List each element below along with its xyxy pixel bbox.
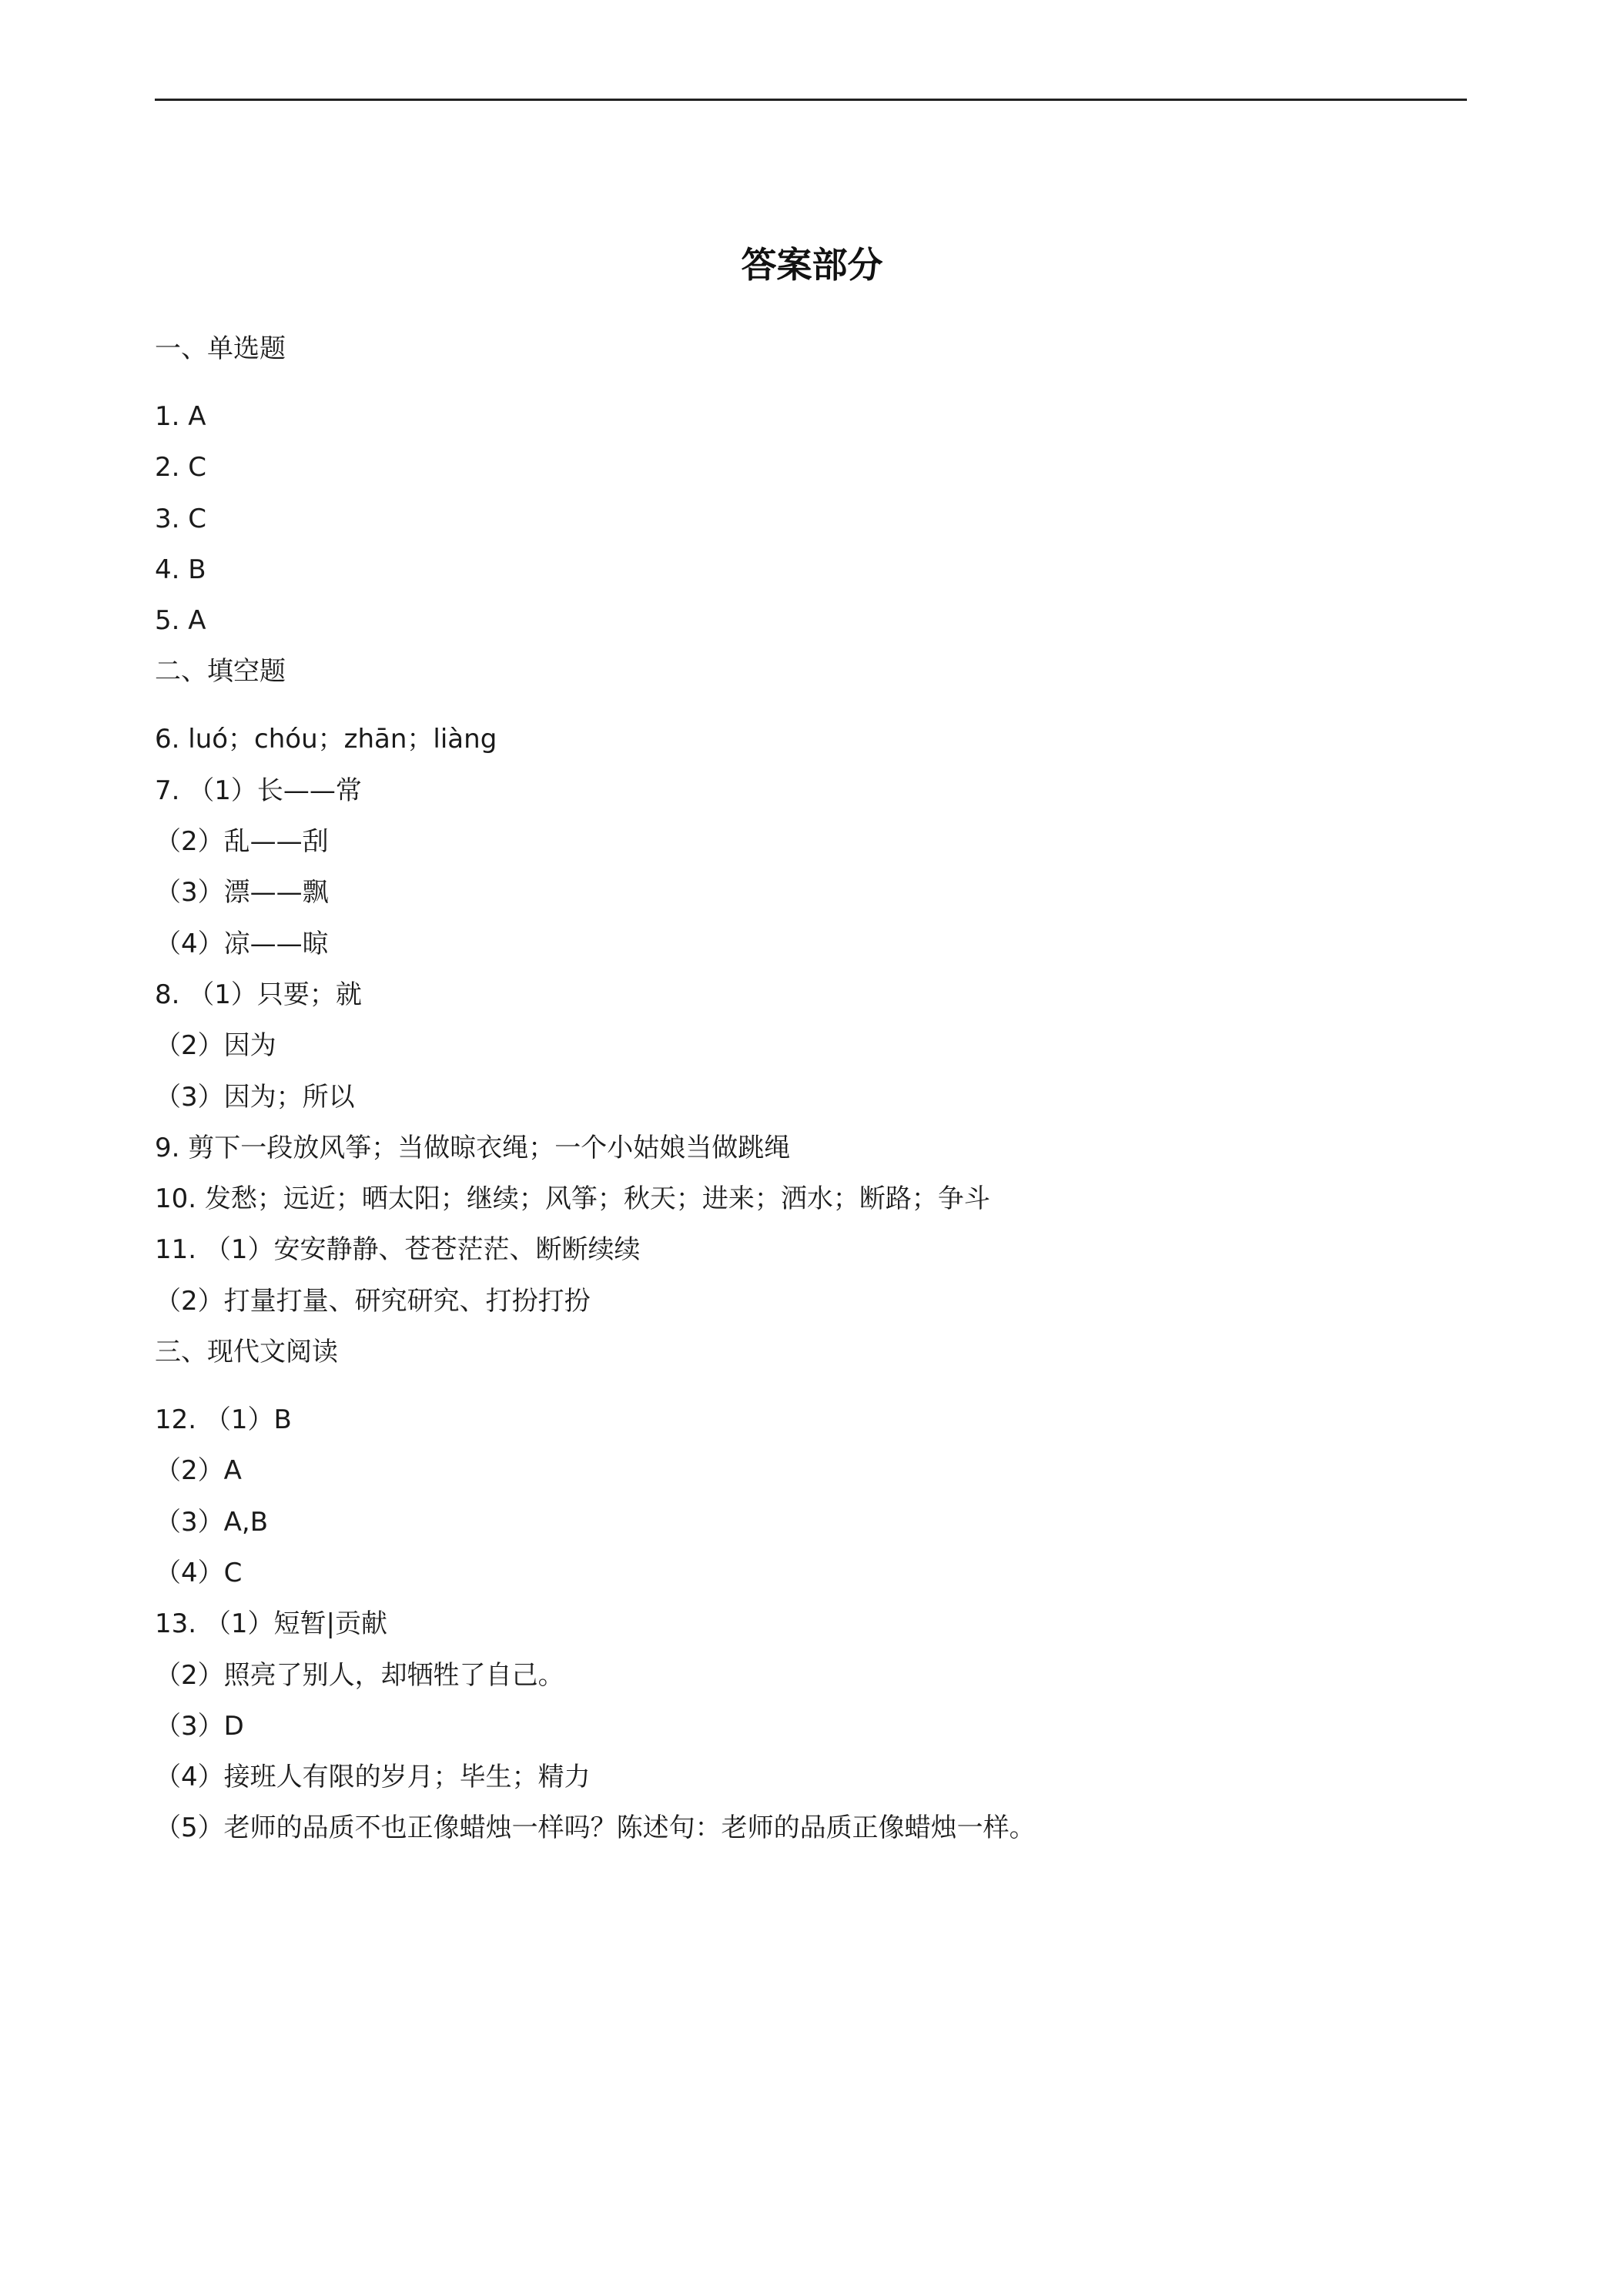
- answer-line: （3）D: [155, 1710, 244, 1742]
- answer-line: （3）A,B: [155, 1506, 269, 1538]
- answer-line: （4）C: [155, 1557, 243, 1588]
- answer-line: （2）乱——刮: [155, 826, 329, 858]
- answer-line: 6. luó；chóu；zhān；liàng: [155, 724, 497, 755]
- answer-line: 1. A: [155, 401, 206, 432]
- answer-line: （5）老师的品质不也正像蜡烛一样吗？陈述句：老师的品质正像蜡烛一样。: [155, 1812, 1036, 1844]
- section-heading: 三、现代文阅读: [155, 1337, 338, 1368]
- section-heading: 一、单选题: [155, 333, 286, 364]
- answer-line: 13. （1）短暂|贡献: [155, 1608, 387, 1640]
- answer-list: [155, 323, 1467, 1854]
- answer-line: （2）打量打量、研究研究、打扮打扮: [155, 1285, 591, 1317]
- answer-line: （4）凉——晾: [155, 928, 329, 959]
- page-title: 答案部分: [741, 244, 883, 286]
- answer-line: （2）A: [155, 1455, 242, 1487]
- answer-line: （2）因为: [155, 1030, 276, 1062]
- answer-line: （3）因为；所以: [155, 1081, 355, 1113]
- answer-line: （2）照亮了别人，却牺牲了自己。: [155, 1659, 564, 1691]
- section-heading: 二、填空题: [155, 656, 286, 688]
- answer-line: 2. C: [155, 452, 206, 484]
- answer-line: 10. 发愁；远近；晒太阳；继续；风筝；秋天；进来；洒水；断路；争斗: [155, 1183, 990, 1215]
- answer-line: 12. （1）B: [155, 1404, 292, 1436]
- answer-line: 9. 剪下一段放风筝；当做晾衣绳；一个小姑娘当做跳绳: [155, 1132, 791, 1163]
- header-rule: [155, 99, 1467, 101]
- answer-line: 8. （1）只要；就: [155, 979, 362, 1010]
- answer-line: 5. A: [155, 605, 206, 637]
- answer-line: 3. C: [155, 503, 206, 534]
- answer-line: （4）接班人有限的岁月；毕生；精力: [155, 1762, 591, 1793]
- answer-line: 11. （1）安安静静、苍苍茫茫、断断续续: [155, 1234, 641, 1266]
- answer-line: （3）漂——飘: [155, 877, 329, 909]
- answer-line: 4. B: [155, 554, 206, 585]
- answer-line: 7. （1）长——常: [155, 775, 362, 806]
